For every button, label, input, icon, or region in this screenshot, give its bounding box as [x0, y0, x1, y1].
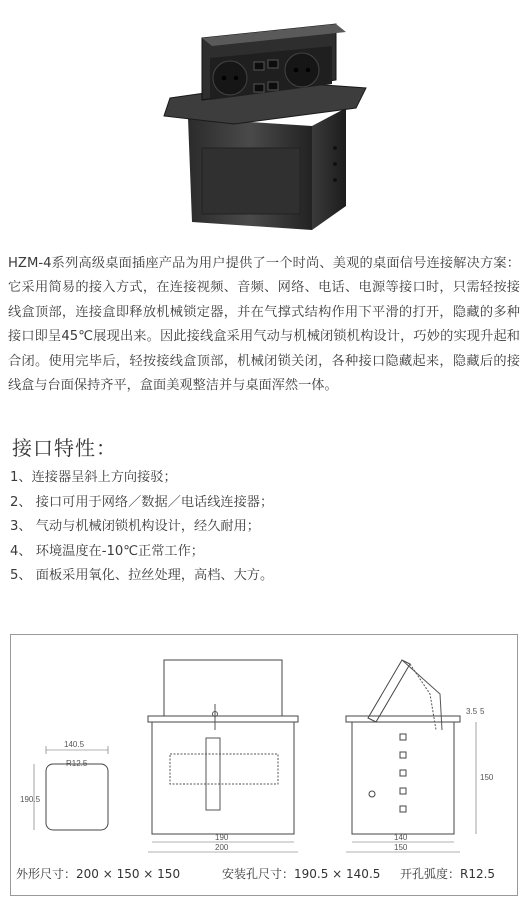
side-top-b-label: 5 — [480, 707, 485, 716]
list-item: 2、 接口可用于网络／数据／电话线连接器； — [10, 494, 274, 510]
product-description: HZM-4系列高级桌面插座产品为用户提供了一个时尚、美观的桌面信号连接解决方案：它采用简易的接入方式，在连接视频、音频、网络、电话、电源等接口时，只需轻按接线盒顶部，连接盒即释放机械锁定器，并在气撑式结构作用下平滑的打开，隐藏的多种接口即呈45℃展现出来。因此接线盒采用气动与机械闭锁机构设计，巧妙的实现升起和合闭。使用完毕后，轻按接线盒顶部，机械闭锁关闭，各种接口隐藏起来，隐藏后的接线盒与台面保持齐平，盒面美观整洁并与桌面浑然一体。 — [8, 256, 520, 394]
list-item: 5、 面板采用氧化、拉丝处理，高档、大方。 — [10, 568, 274, 584]
features-list — [10, 466, 273, 589]
product-photo — [150, 8, 370, 244]
front-inner-width-label: 190 — [215, 833, 229, 842]
front-outer-width-label: 200 — [215, 843, 229, 852]
side-top-a-label: 3.5 — [466, 707, 478, 716]
side-height-label: 150 — [480, 773, 494, 782]
side-outer-width-label: 150 — [394, 843, 408, 852]
side-inner-width-label: 140 — [394, 833, 408, 842]
cutout-width-label: 140.5 — [64, 740, 85, 749]
overall-size-label: 外形尺寸：200 × 150 × 150 — [16, 867, 181, 881]
list-item: 4、 环境温度在-10℃正常工作； — [10, 543, 204, 559]
cutout-radius-label: R12.5 — [66, 759, 88, 768]
features-heading: 接口特性： — [12, 436, 117, 460]
hole-radius-label: 开孔弧度：R12.5 — [400, 867, 496, 881]
cutout-height-label: 190.5 — [20, 795, 41, 804]
dimension-drawing — [10, 634, 518, 896]
mounting-hole-label: 安装孔尺寸：190.5 × 140.5 — [222, 867, 381, 881]
list-item: 3、 气动与机械闭锁机构设计，经久耐用； — [10, 519, 260, 535]
list-item: 1、连接器呈斜上方向接驳； — [10, 470, 177, 485]
